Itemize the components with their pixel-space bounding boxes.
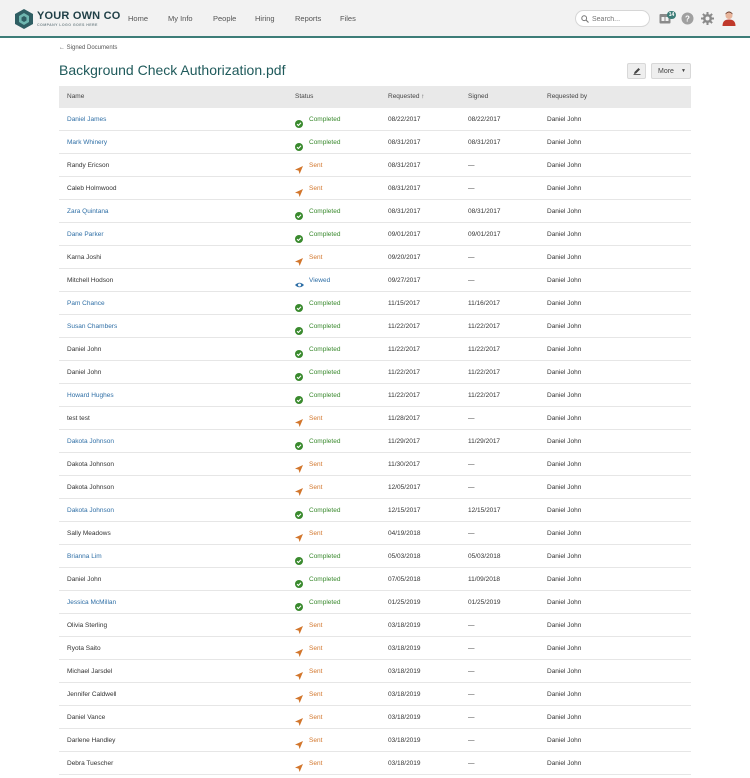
row-employee-name: Daniel John	[67, 369, 102, 376]
row-signed-date: 08/31/2017	[468, 139, 501, 146]
row-requested-by: Daniel John	[547, 392, 582, 399]
brand-name: YOUR OWN CO	[37, 10, 121, 22]
table-row[interactable]	[59, 292, 691, 315]
top-nav-bar	[0, 0, 750, 38]
row-status-label: Completed	[309, 369, 341, 376]
column-header-status[interactable]: Status	[295, 93, 314, 100]
row-employee-name[interactable]: Dakota Johnson	[67, 438, 114, 445]
nav-hiring[interactable]: Hiring	[255, 14, 275, 23]
row-employee-name[interactable]: Dane Parker	[67, 231, 104, 238]
row-requested-date: 11/28/2017	[388, 415, 421, 422]
row-employee-name: Caleb Holmwood	[67, 185, 117, 192]
row-employee-name[interactable]: Susan Chambers	[67, 323, 118, 330]
table-row[interactable]	[59, 430, 691, 453]
table-row[interactable]	[59, 476, 691, 499]
row-signed-date: 11/22/2017	[468, 323, 501, 330]
row-requested-date: 08/31/2017	[388, 208, 421, 215]
row-signed-date: 11/22/2017	[468, 392, 501, 399]
table-row[interactable]	[59, 246, 691, 269]
row-signed-date: 08/31/2017	[468, 208, 501, 215]
row-requested-by: Daniel John	[547, 139, 582, 146]
row-requested-date: 03/18/2019	[388, 737, 421, 744]
table-row[interactable]	[59, 545, 691, 568]
row-signed-date: —	[468, 162, 475, 169]
paper-plane-icon	[295, 759, 303, 777]
row-requested-by: Daniel John	[547, 507, 582, 514]
row-signed-date: —	[468, 645, 475, 652]
nav-files[interactable]: Files	[340, 14, 356, 23]
row-signed-date: —	[468, 461, 475, 468]
column-header-name[interactable]: Name	[67, 93, 85, 100]
row-employee-name[interactable]: Pam Chance	[67, 300, 105, 307]
row-status-label: Sent	[309, 484, 323, 491]
table-row[interactable]	[59, 131, 691, 154]
table-row[interactable]	[59, 315, 691, 338]
row-requested-by: Daniel John	[547, 162, 582, 169]
nav-reports[interactable]: Reports	[295, 14, 322, 23]
row-status-label: Sent	[309, 530, 323, 537]
row-requested-date: 12/15/2017	[388, 507, 421, 514]
row-signed-date: —	[468, 691, 475, 698]
table-row[interactable]	[59, 752, 691, 775]
column-header-requested[interactable]: Requested ↑	[388, 93, 425, 100]
row-requested-date: 11/22/2017	[388, 392, 421, 399]
table-row[interactable]	[59, 200, 691, 223]
edit-button[interactable]	[627, 63, 646, 79]
row-requested-by: Daniel John	[547, 116, 582, 123]
row-requested-date: 12/05/2017	[388, 484, 421, 491]
signed-documents-table	[59, 86, 691, 775]
table-row[interactable]	[59, 407, 691, 430]
table-row[interactable]	[59, 338, 691, 361]
row-requested-date: 09/01/2017	[388, 231, 421, 238]
row-requested-by: Daniel John	[547, 737, 582, 744]
company-logo-icon[interactable]	[15, 9, 33, 29]
table-header	[59, 86, 691, 108]
help-icon[interactable]	[681, 12, 694, 25]
row-requested-by: Daniel John	[547, 484, 582, 491]
row-status-label: Sent	[309, 162, 323, 169]
row-requested-by: Daniel John	[547, 714, 582, 721]
row-status-label: Sent	[309, 760, 323, 767]
row-signed-date: 11/16/2017	[468, 300, 501, 307]
row-status-label: Sent	[309, 714, 323, 721]
row-status-label: Completed	[309, 346, 341, 353]
row-status-label: Sent	[309, 645, 323, 652]
row-employee-name: Jennifer Caldwell	[67, 691, 117, 698]
row-requested-date: 08/31/2017	[388, 162, 421, 169]
row-employee-name: Dakota Johnson	[67, 461, 114, 468]
row-requested-by: Daniel John	[547, 346, 582, 353]
row-employee-name: Sally Meadows	[67, 530, 111, 537]
row-status-label: Completed	[309, 139, 341, 146]
row-requested-date: 05/03/2018	[388, 553, 421, 560]
table-row[interactable]	[59, 614, 691, 637]
row-employee-name[interactable]: Brianna Lim	[67, 553, 102, 560]
row-status-label: Sent	[309, 668, 323, 675]
row-requested-date: 04/19/2018	[388, 530, 421, 537]
row-status-label: Sent	[309, 185, 323, 192]
row-requested-date: 03/18/2019	[388, 714, 421, 721]
row-signed-date: —	[468, 185, 475, 192]
row-requested-date: 03/18/2019	[388, 691, 421, 698]
row-signed-date: 01/25/2019	[468, 599, 501, 606]
row-requested-date: 11/30/2017	[388, 461, 421, 468]
row-employee-name[interactable]: Mark Whinery	[67, 139, 108, 146]
search-box[interactable]	[575, 10, 650, 27]
page-title: Background Check Authorization.pdf	[59, 62, 286, 78]
row-requested-date: 03/18/2019	[388, 668, 421, 675]
row-requested-by: Daniel John	[547, 461, 582, 468]
row-status-label: Sent	[309, 254, 323, 261]
row-status-label: Sent	[309, 415, 323, 422]
table-row[interactable]	[59, 223, 691, 246]
row-status-label: Completed	[309, 576, 341, 583]
table-body	[59, 108, 691, 775]
row-employee-name: Dakota Johnson	[67, 484, 114, 491]
nav-my-info[interactable]: My Info	[168, 14, 193, 23]
row-requested-by: Daniel John	[547, 277, 582, 284]
inbox-count-badge: 14	[668, 12, 675, 18]
row-requested-by: Daniel John	[547, 553, 582, 560]
table-row[interactable]	[59, 522, 691, 545]
row-requested-date: 09/20/2017	[388, 254, 421, 261]
table-row[interactable]	[59, 637, 691, 660]
more-button-label: More	[658, 68, 674, 75]
row-requested-by: Daniel John	[547, 438, 582, 445]
row-requested-by: Daniel John	[547, 185, 582, 192]
row-status-label: Completed	[309, 208, 341, 215]
row-employee-name: test test	[67, 415, 90, 422]
row-status-label: Sent	[309, 461, 323, 468]
caret-down-icon: ▼	[681, 68, 686, 74]
table-row[interactable]	[59, 108, 691, 131]
row-signed-date: —	[468, 484, 475, 491]
row-status-label: Completed	[309, 116, 341, 123]
table-row[interactable]	[59, 269, 691, 292]
row-requested-date: 11/22/2017	[388, 346, 421, 353]
row-signed-date: 09/01/2017	[468, 231, 501, 238]
row-signed-date: 12/15/2017	[468, 507, 501, 514]
row-signed-date: —	[468, 622, 475, 629]
row-signed-date: —	[468, 415, 475, 422]
row-employee-name: Daniel John	[67, 576, 102, 583]
table-row[interactable]	[59, 453, 691, 476]
table-row[interactable]	[59, 591, 691, 614]
row-employee-name[interactable]: Dakota Johnson	[67, 507, 114, 514]
nav-people[interactable]: People	[213, 14, 237, 23]
row-employee-name: Debra Tuescher	[67, 760, 114, 767]
row-requested-date: 07/05/2018	[388, 576, 421, 583]
table-row[interactable]	[59, 154, 691, 177]
search-input[interactable]	[592, 13, 646, 25]
row-employee-name: Daniel John	[67, 346, 102, 353]
row-employee-name: Daniel Vance	[67, 714, 106, 721]
gear-icon[interactable]	[701, 12, 714, 25]
breadcrumb-back-link[interactable]: ← Signed Documents	[59, 45, 118, 51]
table-row[interactable]	[59, 499, 691, 522]
row-requested-by: Daniel John	[547, 415, 582, 422]
table-row[interactable]	[59, 384, 691, 407]
row-status-label: Completed	[309, 231, 341, 238]
table-row[interactable]	[59, 177, 691, 200]
row-requested-date: 08/22/2017	[388, 116, 421, 123]
brand-tagline: COMPANY LOGO GOES HERE	[37, 23, 98, 27]
row-employee-name: Michael Jarsdel	[67, 668, 113, 675]
row-signed-date: 11/09/2018	[468, 576, 501, 583]
row-employee-name[interactable]: Zara Quintana	[67, 208, 109, 215]
row-requested-date: 08/31/2017	[388, 185, 421, 192]
row-requested-by: Daniel John	[547, 760, 582, 767]
row-requested-date: 11/22/2017	[388, 323, 421, 330]
row-requested-by: Daniel John	[547, 208, 582, 215]
row-requested-by: Daniel John	[547, 369, 582, 376]
table-row[interactable]	[59, 361, 691, 384]
row-employee-name: Karna Joshi	[67, 254, 102, 261]
more-dropdown-button[interactable]	[651, 63, 691, 79]
nav-home[interactable]: Home	[128, 14, 149, 23]
row-employee-name[interactable]: Daniel James	[67, 116, 107, 123]
table-row[interactable]	[59, 660, 691, 683]
search-icon	[581, 15, 589, 23]
row-requested-by: Daniel John	[547, 323, 582, 330]
row-employee-name: Olivia Sterling	[67, 622, 108, 629]
row-signed-date: 11/22/2017	[468, 369, 501, 376]
row-status-label: Completed	[309, 392, 341, 399]
row-signed-date: —	[468, 530, 475, 537]
row-status-label: Completed	[309, 300, 341, 307]
row-requested-by: Daniel John	[547, 668, 582, 675]
row-requested-date: 09/27/2017	[388, 277, 421, 284]
row-signed-date: —	[468, 668, 475, 675]
row-status-label: Completed	[309, 553, 341, 560]
row-signed-date: —	[468, 254, 475, 261]
row-requested-by: Daniel John	[547, 300, 582, 307]
row-requested-date: 03/18/2019	[388, 645, 421, 652]
row-signed-date: 08/22/2017	[468, 116, 501, 123]
row-requested-by: Daniel John	[547, 231, 582, 238]
row-status-label: Completed	[309, 599, 341, 606]
row-employee-name[interactable]: Howard Hughes	[67, 392, 114, 399]
row-requested-date: 11/15/2017	[388, 300, 421, 307]
svg-text:?: ?	[685, 14, 690, 24]
row-status-label: Completed	[309, 323, 341, 330]
row-signed-date: 11/22/2017	[468, 346, 501, 353]
table-row[interactable]	[59, 683, 691, 706]
row-requested-by: Daniel John	[547, 576, 582, 583]
table-row[interactable]	[59, 729, 691, 752]
row-requested-date: 01/25/2019	[388, 599, 421, 606]
row-requested-date: 03/18/2019	[388, 760, 421, 767]
row-employee-name: Ryota Saito	[67, 645, 101, 652]
row-requested-by: Daniel John	[547, 599, 582, 606]
row-signed-date: —	[468, 760, 475, 767]
row-requested-by: Daniel John	[547, 254, 582, 261]
row-status-label: Completed	[309, 438, 341, 445]
row-requested-by: Daniel John	[547, 645, 582, 652]
row-signed-date: 11/29/2017	[468, 438, 501, 445]
row-signed-date: —	[468, 714, 475, 721]
column-header-signed[interactable]: Signed	[468, 93, 489, 100]
user-avatar-icon[interactable]	[722, 11, 736, 26]
column-header-requested-by[interactable]: Requested by	[547, 93, 588, 100]
row-signed-date: —	[468, 277, 475, 284]
table-row[interactable]	[59, 706, 691, 729]
row-status-label: Viewed	[309, 277, 331, 284]
row-requested-by: Daniel John	[547, 622, 582, 629]
row-status-label: Sent	[309, 622, 323, 629]
row-requested-date: 11/29/2017	[388, 438, 421, 445]
row-employee-name: Randy Ericson	[67, 162, 110, 169]
row-requested-by: Daniel John	[547, 691, 582, 698]
row-status-label: Sent	[309, 691, 323, 698]
row-employee-name[interactable]: Jessica McMillan	[67, 599, 117, 606]
row-requested-by: Daniel John	[547, 530, 582, 537]
row-status-label: Completed	[309, 507, 341, 514]
row-requested-date: 08/31/2017	[388, 139, 421, 146]
row-requested-date: 03/18/2019	[388, 622, 421, 629]
row-employee-name: Darlene Handley	[67, 737, 116, 744]
row-signed-date: —	[468, 737, 475, 744]
row-status-label: Sent	[309, 737, 323, 744]
table-row[interactable]	[59, 568, 691, 591]
row-signed-date: 05/03/2018	[468, 553, 501, 560]
row-requested-date: 11/22/2017	[388, 369, 421, 376]
row-employee-name: Mitchell Hodson	[67, 277, 114, 284]
pencil-icon	[633, 67, 641, 75]
